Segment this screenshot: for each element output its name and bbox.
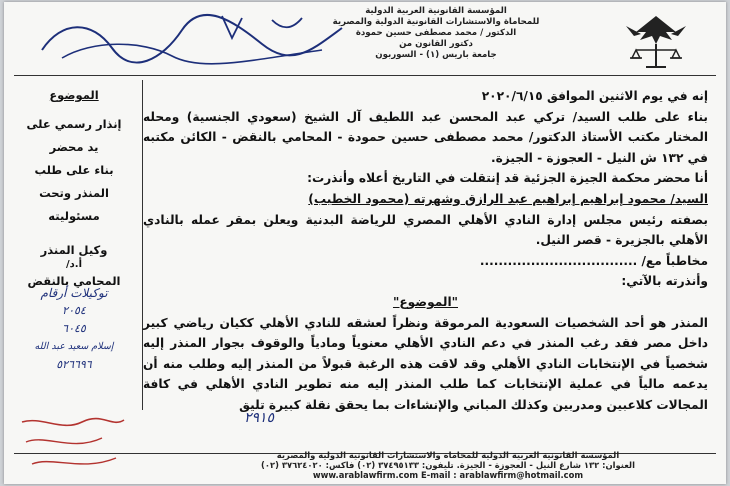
letterhead-line-2: للمحاماة والاستشارات القانونية الدولية والمصرية bbox=[332, 17, 540, 27]
agent-role: المحامي بالنقض bbox=[27, 274, 121, 288]
letterhead-footer bbox=[188, 450, 708, 480]
recipient-paragraph: بصفته رئيس مجلس إدارة النادي الأهلي المصري للرياضة البدنية ويعلن بمقر عمله بالنادي الأهلي بالجزيرة - قصر النيل. bbox=[143, 212, 708, 248]
date-line: إنه في يوم الاثنين الموافق ٢٠٢٠/٦/١٥ bbox=[481, 89, 708, 103]
subject-paragraph: المنذر هو أحد الشخصيات السعودية المرموقة ونظراً لعشقه للنادي الأهلي ككيان رياضي كبير داخل مصر فقد رغب المنذر في دعم النادي الأهلي معنوياً ومادياً والوقوف بجوار المنذر إليه شخصياً في الإنتخابات النادي الأهلي وقد لاقت هذه الرغبة قبولاً من المنذر إليه وطلب منه أن يدعمه مالياً في عملية الإنتخابات كما طلب المنذر إليه منه تطوير النادي الأهلي في كافة المجالات كلاعبين ومدربين وكذلك المباني والإنشاءات بما يحقق نقلة كبيرة تليق bbox=[143, 315, 708, 412]
red-annotation-icon bbox=[12, 412, 132, 482]
note-number: ٥٢٦٦٩٦ bbox=[56, 358, 92, 371]
sidebar-line: بناء على طلب bbox=[34, 163, 114, 177]
poa-label: توكيلات أرقام bbox=[40, 286, 108, 300]
letterhead-line-3: الدكتور / محمد مصطفى حسين حمودة bbox=[355, 28, 517, 38]
addressed-with: مخاطباً مع/ .................................. bbox=[479, 253, 708, 268]
handwritten-number: ٢٩١٥ bbox=[244, 410, 275, 426]
sidebar-heading: الموضوع bbox=[49, 88, 99, 102]
handwritten-signature-icon bbox=[22, 10, 352, 68]
poa-number-2: ٦٠٤٥ bbox=[62, 322, 86, 335]
sidebar-line: المنذر وتحت bbox=[39, 186, 109, 200]
notified-line: وأنذرته بالآتي: bbox=[621, 274, 708, 289]
agent-title: أ.د/ bbox=[65, 259, 82, 270]
recipient-name: السيد/ محمود إبراهيم إبراهيم عبد الرازق وشهرته (محمود الخطيب) bbox=[308, 191, 708, 206]
subject-heading: "الموضوع" bbox=[392, 294, 458, 309]
note-name: إسلام سعيد عبد الله bbox=[34, 341, 114, 352]
sidebar-line: إنذار رسمي على bbox=[26, 117, 122, 131]
bailiff-paragraph: أنا محضر محكمة الجيزة الجزئية قد إنتقلت في التاريخ أعلاه وأنذرت: bbox=[307, 171, 708, 186]
poa-number-1: ٢٠٥٤ bbox=[62, 304, 86, 317]
document-page bbox=[4, 2, 726, 484]
footer-line-2: العنوان: ١٣٢ شارع النيل - العجوزة - الجيزة. تليفون: ٣٧٤٩٥١٣٣ (٠٢) فاكس: ٣٧٦٢٤٠٢٠ (٠٢) bbox=[261, 460, 635, 470]
header-divider bbox=[14, 75, 716, 76]
sidebar-line: يد محضر bbox=[49, 140, 99, 154]
letterhead-line-5: جامعة باريس (١) - السوربون bbox=[375, 50, 497, 60]
eagle-scales-logo-icon bbox=[606, 10, 706, 72]
agent-label: وكيل المنذر bbox=[40, 243, 108, 257]
sidebar-line: مسئوليته bbox=[48, 209, 100, 223]
letterhead-line-1: المؤسسة القانونية العربية الدولية bbox=[365, 6, 507, 16]
requester-paragraph: بناء على طلب السيد/ تركي عبد المحسن عبد اللطيف آل الشيخ (سعودي الجنسية) ومحله المختار مكتب الأستاذ الدكتور/ محمد مصطفى حسين حمودة - المحامي بالنقض - الكائن مكتبه في ١٣٢ ش النيل - العجوزة - الجيزة. bbox=[143, 109, 708, 165]
notice-body bbox=[143, 86, 708, 416]
letterhead-line-4: دكتور القانون من bbox=[399, 39, 473, 49]
subject-sidebar bbox=[10, 84, 138, 290]
footer-line-1: المؤسسة القانونية العربية الدولية للمحاماة والاستشارات القانونية الدولية والمصرية bbox=[276, 450, 620, 460]
footer-line-3: www.arablawfirm.com E-mail : arablawfirm@hotmail.com bbox=[312, 470, 584, 480]
handwritten-poa-notes bbox=[8, 284, 140, 374]
